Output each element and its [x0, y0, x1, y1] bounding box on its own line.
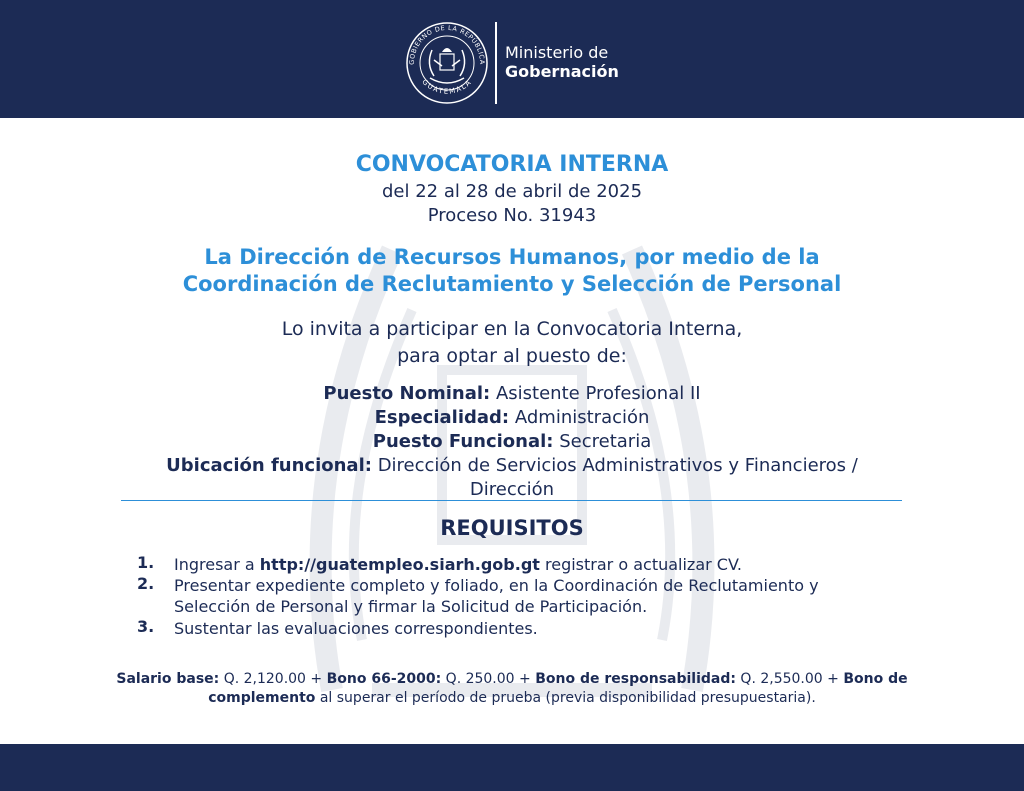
field-value: Asistente Profesional II	[495, 383, 701, 404]
process-number: Proceso No. 31943	[427, 205, 597, 226]
requirement-number: 2.	[137, 574, 155, 593]
lead-line-1: La Dirección de Recursos Humanos, por medio de la	[204, 245, 820, 269]
logo-divider	[495, 22, 497, 104]
salary-value: Q. 2,120.00 +	[219, 671, 327, 687]
field-puesto-funcional	[0, 431, 1024, 452]
salary-text: al superar el período de prueba (previa disponibilidad presupuestaria).	[315, 690, 816, 706]
footer-bar	[0, 744, 1024, 791]
salary-label: Bono 66-2000:	[326, 671, 442, 687]
seal-top-text: GOBIERNO DE LA REPÚBLICA	[407, 23, 487, 65]
salary-value: Q. 2,550.00 +	[735, 671, 844, 687]
salary-label: Bono de responsabilidad:	[535, 671, 736, 687]
section-divider	[121, 500, 902, 501]
ministry-name-line2: Gobernación	[505, 62, 619, 81]
page-title: CONVOCATORIA INTERNA	[355, 152, 669, 177]
salary-label: Bono de	[843, 671, 908, 687]
requirement-item-1	[174, 555, 742, 574]
invite-line-2: para optar al puesto de:	[397, 345, 627, 367]
salary-line-1	[0, 671, 1024, 687]
lead-line-2: Coordinación de Reclutamiento y Selección de Personal	[182, 272, 842, 296]
field-label: Puesto Nominal:	[323, 383, 491, 404]
field-ubicacion-funcional	[0, 455, 1024, 476]
requirement-number: 1.	[137, 553, 155, 572]
salary-value: Q. 250.00 +	[441, 671, 536, 687]
field-label: Especialidad:	[374, 407, 510, 428]
svg-text:GUATEMALA	[420, 78, 473, 96]
requirement-link[interactable]: http://guatempleo.siarh.gob.gt	[259, 555, 540, 574]
requirement-item-2-line1: Presentar expediente completo y foliado, en la Coordinación de Reclutamiento y	[174, 576, 819, 595]
requirement-item-3: Sustentar las evaluaciones correspondientes.	[174, 619, 538, 638]
field-label: Puesto Funcional:	[372, 431, 554, 452]
seal-bottom-text: GUATEMALA	[420, 77, 474, 96]
field-value: Dirección de Servicios Administrativos y Financieros /	[377, 455, 858, 476]
field-value: Administración	[514, 407, 650, 428]
field-especialidad	[0, 407, 1024, 428]
requirement-item-2-line2: Selección de Personal y firmar la Solicitud de Participación.	[174, 597, 648, 616]
invite-line-1: Lo invita a participar en la Convocatoria Interna,	[281, 318, 743, 340]
salary-label: Salario base:	[116, 671, 220, 687]
requirement-text: registrar o actualizar CV.	[539, 555, 742, 574]
requirements-title: REQUISITOS	[440, 516, 584, 540]
guatemala-seal-icon	[404, 20, 490, 106]
field-label: Ubicación funcional:	[166, 455, 372, 476]
date-range: del 22 al 28 de abril de 2025	[381, 181, 643, 202]
svg-text:GOBIERNO DE LA REPÚBLICA	[408, 24, 486, 65]
requirement-number: 3.	[137, 617, 155, 636]
salary-label: complemento	[208, 690, 316, 706]
salary-line-2	[0, 690, 1024, 706]
ministry-name-line1: Ministerio de	[505, 43, 609, 62]
field-puesto-nominal	[0, 383, 1024, 404]
field-ubicacion-continued: Dirección	[469, 479, 555, 500]
field-value: Secretaria	[559, 431, 652, 452]
requirement-text: Ingresar a	[174, 555, 260, 574]
